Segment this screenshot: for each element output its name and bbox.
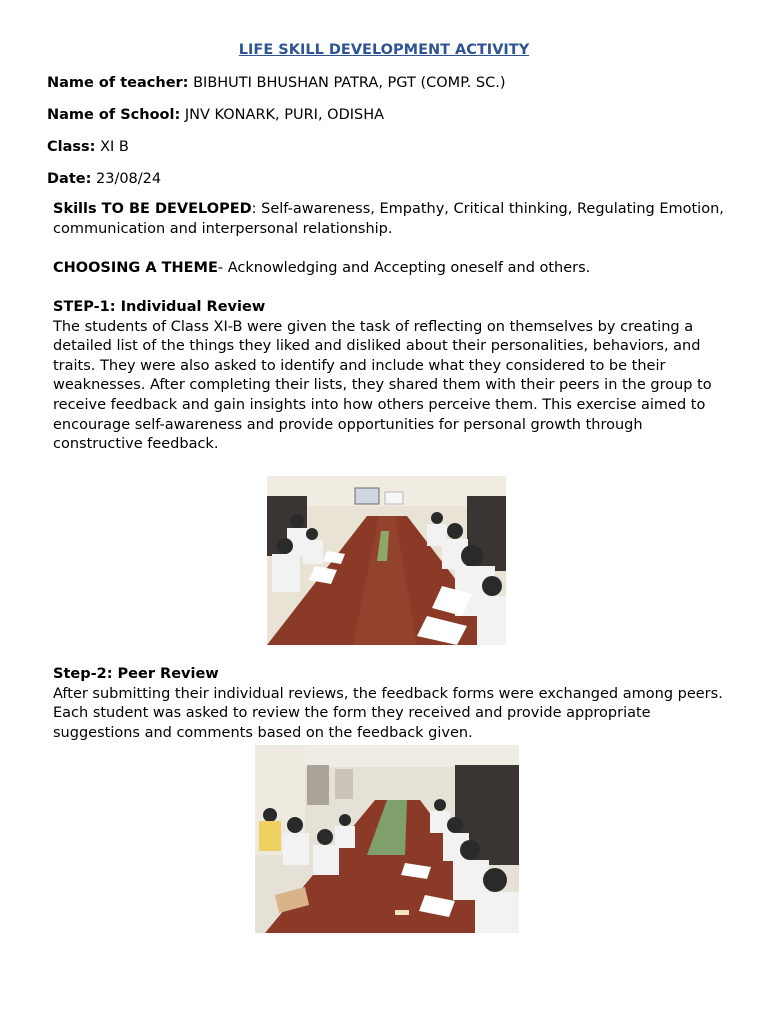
class-field bbox=[47, 137, 129, 157]
classroom-photo-peer-review bbox=[255, 745, 519, 933]
date-field bbox=[47, 169, 161, 189]
skills-text: : Self-awareness, Empathy, Critical thinking, Regulating Emotion, communication and interpersonal relationship. bbox=[53, 201, 724, 237]
step1-heading: STEP-1: Individual Review bbox=[53, 299, 266, 315]
class-value: XI B bbox=[95, 139, 129, 155]
theme-text: - Acknowledging and Accepting oneself and others. bbox=[217, 260, 591, 276]
school-label: Name of School: bbox=[47, 107, 181, 123]
step2-text: After submitting their individual reviews, the feedback forms were exchanged among peers. Each student was asked to review the form they received and provide appropriate suggestions and comments based on the feedback given. bbox=[53, 685, 723, 741]
class-label: Class: bbox=[47, 139, 96, 155]
teacher-label: Name of teacher: bbox=[47, 75, 189, 91]
step2-heading: Step-2: Peer Review bbox=[53, 666, 219, 682]
step1-text: The students of Class XI-B were given the task of reflecting on themselves by creating a detailed list of the things they liked and disliked about their personalities, behaviors, and traits. They were also asked to identify and include what they considered to be their weaknesses. After completing their lists, they shared them with their peers in the group to receive feedback and gain insights into how others perceive them. This exercise aimed to encourage self-awareness and provide opportunities for personal growth through constructive feedback. bbox=[53, 318, 712, 453]
classroom-photo-individual-review bbox=[267, 476, 506, 645]
teacher-field bbox=[47, 73, 506, 93]
step2-section bbox=[53, 665, 733, 743]
document-title: LIFE SKILL DEVELOPMENT ACTIVITY bbox=[238, 42, 530, 58]
school-value: JNV KONARK, PURI, ODISHA bbox=[180, 107, 385, 123]
date-value: 23/08/24 bbox=[91, 171, 162, 187]
teacher-value: BIBHUTI BHUSHAN PATRA, PGT (COMP. SC.) bbox=[188, 75, 506, 91]
step1-section bbox=[53, 298, 733, 455]
school-field bbox=[47, 105, 384, 125]
date-label: Date: bbox=[47, 171, 92, 187]
skills-label: Skills TO BE DEVELOPED bbox=[53, 201, 252, 217]
skills-paragraph bbox=[53, 200, 733, 239]
theme-label: CHOOSING A THEME bbox=[53, 260, 218, 276]
theme-paragraph bbox=[53, 259, 733, 279]
